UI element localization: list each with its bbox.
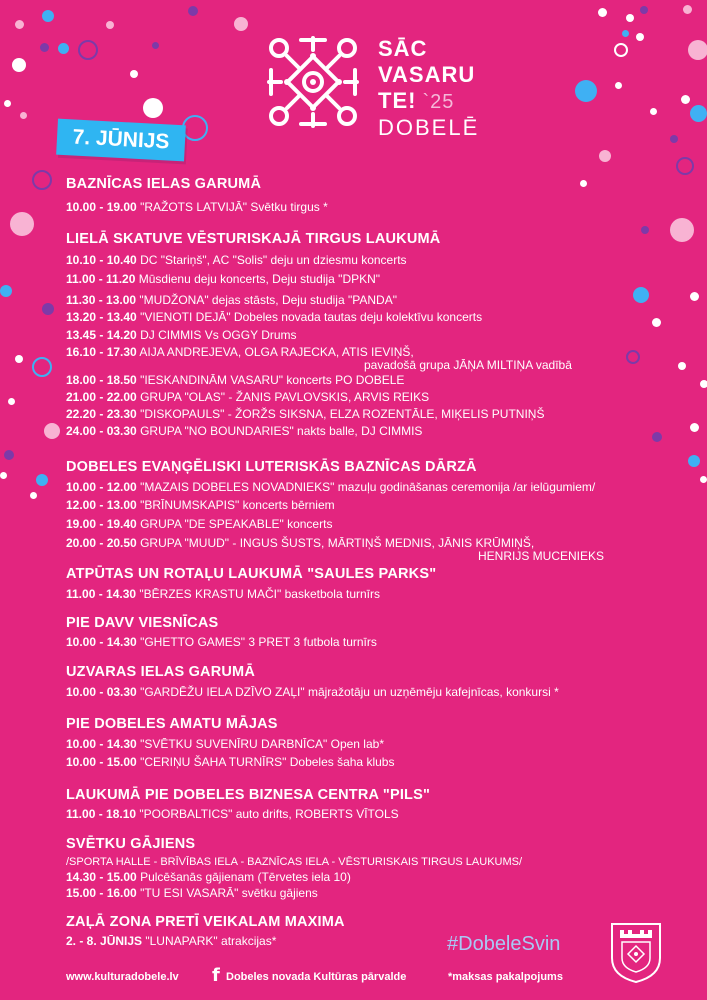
section-title: SVĒTKU GĀJIENS (66, 836, 196, 852)
event-row: 10.00 - 14.30 "GHETTO GAMES" 3 PRET 3 futbola turnīrs (66, 635, 377, 649)
event-row: 12.00 - 13.00 "BRĪNUMSKAPIS" koncerts bērniem (66, 498, 335, 512)
facebook-icon[interactable]: f (212, 965, 220, 986)
event-row: 18.00 - 18.50 "IESKANDINĀM VASARU" koncerts PO DOBELE (66, 373, 405, 387)
section-title: ATPŪTAS UN ROTAĻU LAUKUMĀ "SAULES PARKS" (66, 566, 437, 582)
section-title: LIELĀ SKATUVE VĒSTURISKAJĀ TIRGUS LAUKUMĀ (66, 231, 441, 247)
hashtag: #DobeleSvin (447, 933, 561, 955)
event-row: 11.30 - 13.00 "MUDŽONA" dejas stāsts, Deju studija "PANDA" (66, 293, 397, 307)
event-row: 10.00 - 12.00 "MAZAIS DOBELES NOVADNIEKS" mazuļu godināšanas ceremonija /ar ielūgumiem/ (66, 480, 596, 494)
organizer-name: Dobeles novada Kultūras pārvalde (226, 971, 407, 983)
event-row: 10.00 - 15.00 "CERIŅU ŠAHA TURNĪRS" Dobeles šaha klubs (66, 755, 395, 769)
event-row: 20.00 - 20.50 GRUPA "MUUD" - INGUS ŠUSTS, MĀRTIŅŠ MEDNIS, JĀNIS KRŪMIŅŠ, HENRIJS MUCENIEKS (66, 536, 605, 563)
event-row: 13.20 - 13.40 "VIENOTI DEJĀ" Dobeles novada tautas deju kolektīvu koncerts (66, 310, 483, 324)
event-row: 11.00 - 14.30 "BĒRZES KRASTU MAČI" basketbola turnīrs (66, 587, 380, 601)
parade-route: /SPORTA HALLE - BRĪVĪBAS IELA - BAZNĪCAS IELA - VĒSTURISKAIS TIRGUS LAUKUMS/ (66, 856, 523, 868)
event-row: 13.45 - 14.20 DJ CIMMIS Vs OGGY Drums (66, 328, 297, 342)
section-title: LAUKUMĀ PIE DOBELES BIZNESA CENTRA "PILS" (66, 787, 431, 803)
section-title: DOBELES EVAŅĢĒLISKI LUTERISKĀS BAZNĪCAS DĀRZĀ (66, 459, 477, 475)
event-continuation: pavadošā grupa JĀŅA MILTIŅA vadībā (364, 358, 572, 372)
section-title: UZVARAS IELAS GARUMĀ (66, 664, 256, 680)
event-row: 22.20 - 23.30 "DISKOPAULS" - ŽORŽS SIKSNA, ELZA ROZENTĀLE, MIĶELIS PUTNIŅŠ (66, 407, 545, 421)
title-line-3: TE! (378, 88, 417, 113)
event-row: 19.00 - 19.40 GRUPA "DE SPEAKABLE" koncerts (66, 517, 333, 531)
festival-year: `25 (422, 91, 455, 113)
festival-city: DOBELĒ (378, 115, 480, 140)
event-row: 11.00 - 11.20 Mūsdienu deju koncerts, Deju studija "DPKN" (66, 272, 381, 286)
event-row: 21.00 - 22.00 GRUPA "OLAS" - ŽANIS PAVLOVSKIS, ARVIS REIKS (66, 390, 430, 404)
date-badge: 7. JŪNIJS (56, 119, 186, 162)
event-row: 24.00 - 03.30 GRUPA "NO BOUNDARIES" nakts balle, DJ CIMMIS (66, 424, 423, 438)
section-title: PIE DAVV VIESNĪCAS (66, 615, 219, 631)
event-continuation: HENRIJS MUCENIEKS (478, 549, 605, 563)
festival-logo-icon (265, 34, 361, 130)
section-title: BAZNĪCAS IELAS GARUMĀ (66, 176, 262, 192)
title-line-2: VASARU (378, 62, 476, 87)
title-line-1: SĀC (378, 36, 428, 61)
dobele-crest-icon (608, 920, 664, 984)
event-row: 10.00 - 19.00 "RAŽOTS LATVIJĀ" Svētku tirgus * (66, 200, 328, 214)
website-link[interactable]: www.kulturadobele.lv (66, 971, 179, 983)
festival-title (378, 36, 479, 141)
event-row: 2. - 8. JŪNIJS "LUNAPARK" atrakcijas* (66, 934, 277, 948)
event-row: 10.00 - 03.30 "GARDĒŽU IELA DZĪVO ZAĻI" mājražotāju un uzņēmēju kafejnīcas, konkursi * (66, 685, 559, 699)
section-title: ZAĻĀ ZONA PRETĪ VEIKALAM MAXIMA (66, 914, 345, 930)
event-row: 10.10 - 10.40 DC "Stariņš", AC "Solis" deju un dziesmu koncerts (66, 253, 407, 267)
event-row: 15.00 - 16.00 "TU ESI VASARĀ" svētku gājiens (66, 886, 318, 900)
event-row: 14.30 - 15.00 Pulcēšanās gājienam (Tērvetes iela 10) (66, 870, 351, 884)
event-row: 11.00 - 18.10 "POORBALTICS" auto drifts, ROBERTS VĪTOLS (66, 807, 399, 821)
event-row: 10.00 - 14.30 "SVĒTKU SUVENĪRU DARBNĪCA" Open lab* (66, 737, 384, 751)
paid-service-note: *maksas pakalpojums (448, 971, 563, 983)
section-title: PIE DOBELES AMATU MĀJAS (66, 716, 278, 732)
event-row: 16.10 - 17.30 AIJA ANDREJEVA, OLGA RAJECKA, ATIS IEVIŅŠ, pavadošā grupa JĀŅA MILTIŅA vadībā (66, 345, 572, 372)
